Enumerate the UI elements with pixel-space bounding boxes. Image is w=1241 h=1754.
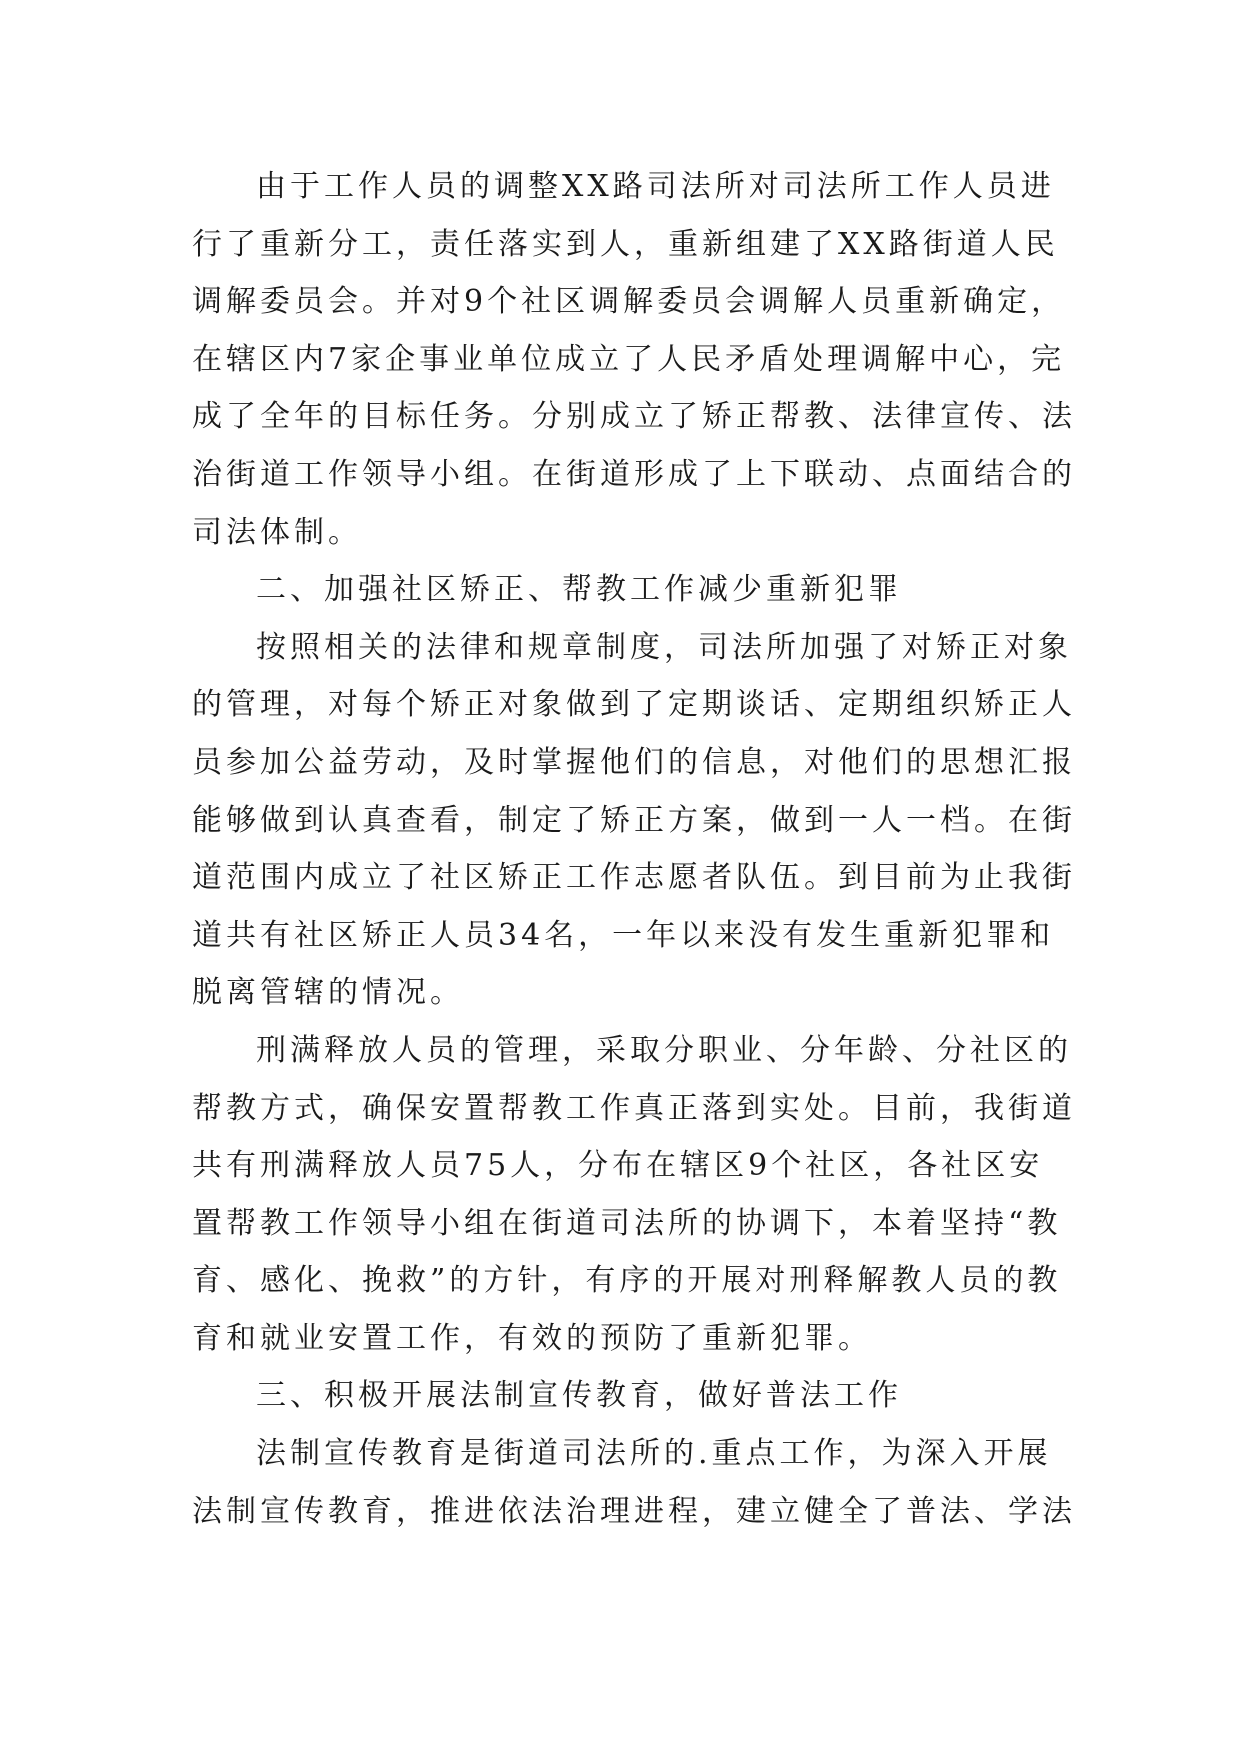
paragraph-line: 法制宣传教育是街道司法所的.重点工作，为深入开展 (256, 1436, 1052, 1472)
document-body (192, 158, 1076, 1540)
paragraph-line: 能够做到认真查看，制定了矫正方案，做到一人一档。在街 (192, 802, 1076, 838)
paragraph-line: 道共有社区矫正人员34名，一年以来没有发生重新犯罪和 (192, 917, 1055, 953)
paragraph-line: 成了全年的目标任务。分别成立了矫正帮教、法律宣传、法 (192, 399, 1076, 435)
paragraph-line: 法制宣传教育，推进依法治理进程，建立健全了普法、学法 (192, 1493, 1076, 1529)
paragraph-line: 置帮教工作领导小组在街道司法所的协调下，本着坚持“教 (192, 1205, 1062, 1241)
paragraph-line: 司法体制。 (192, 514, 362, 550)
paragraph-line: 行了重新分工，责任落实到人，重新组建了XX路街道人民 (192, 226, 1059, 262)
paragraph-line: 的管理，对每个矫正对象做到了定期谈话、定期组织矫正人 (192, 687, 1076, 723)
paragraph-line: 由于工作人员的调整XX路司法所对司法所工作人员进 (256, 169, 1055, 204)
paragraph-line: 员参加公益劳动，及时掌握他们的信息，对他们的思想汇报 (192, 744, 1076, 780)
paragraph-line: 育和就业安置工作，有效的预防了重新犯罪。 (192, 1320, 872, 1356)
paragraph-line: 按照相关的法律和规章制度，司法所加强了对矫正对象 (256, 629, 1072, 665)
paragraph-line: 在辖区内7家企事业单位成立了人民矛盾处理调解中心，完 (192, 341, 1066, 377)
section-heading: 二、加强社区矫正、帮教工作减少重新犯罪 (256, 572, 902, 608)
paragraph-line: 脱离管辖的情况。 (192, 975, 464, 1011)
paragraph-line: 帮教方式，确保安置帮教工作真正落到实处。目前，我街道 (192, 1090, 1076, 1126)
section-heading: 三、积极开展法制宣传教育，做好普法工作 (256, 1378, 902, 1414)
paragraph-line: 共有刑满释放人员75人，分布在辖区9个社区，各社区安 (192, 1148, 1044, 1184)
paragraph-line: 治街道工作领导小组。在街道形成了上下联动、点面结合的 (192, 456, 1076, 492)
paragraph-line: 调解委员会。并对9个社区调解委员会调解人员重新确定， (192, 284, 1066, 320)
paragraph-line: 育、感化、挽救”的方针，有序的开展对刑释解教人员的教 (192, 1263, 1062, 1299)
paragraph-line: 道范围内成立了社区矫正工作志愿者队伍。到目前为止我街 (192, 860, 1076, 896)
paragraph-line: 刑满释放人员的管理，采取分职业、分年龄、分社区的 (256, 1032, 1072, 1068)
